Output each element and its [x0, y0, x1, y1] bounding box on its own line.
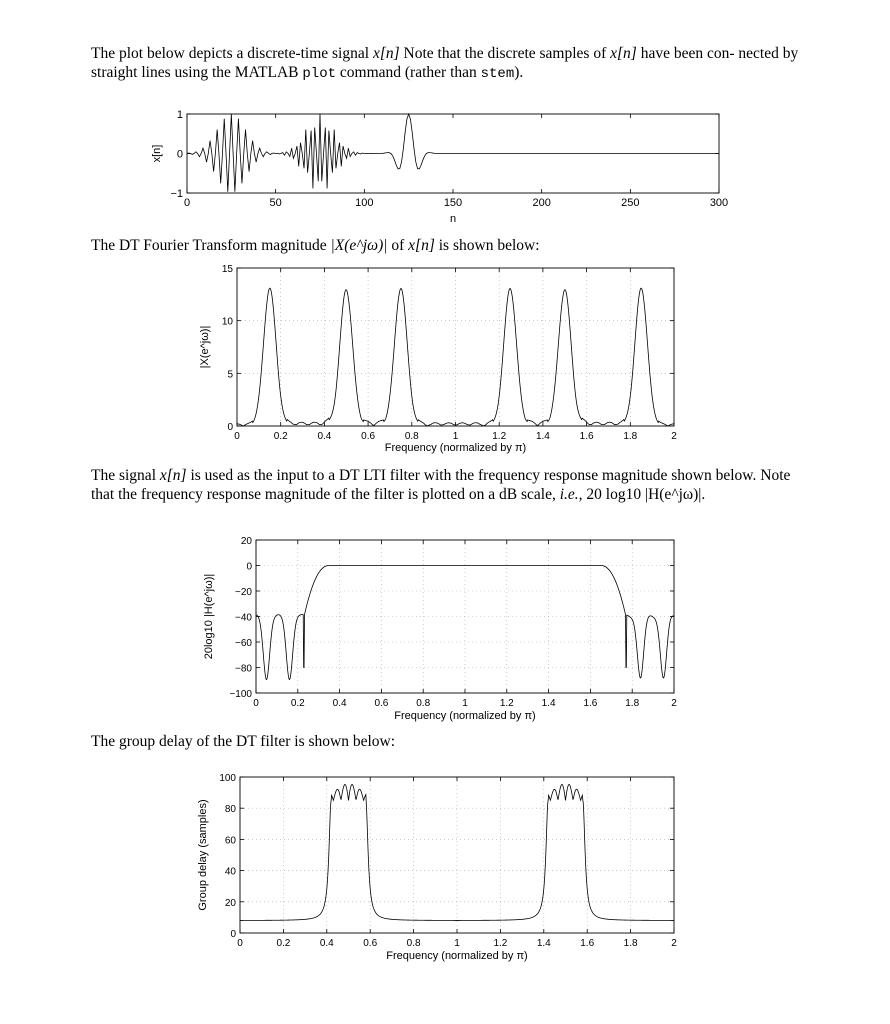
- x-tick-label: 1: [454, 938, 460, 949]
- paragraph-1: [91, 44, 811, 84]
- x-axis-label: Frequency (normalized by π): [394, 710, 536, 722]
- y-axis-label: x[n]: [151, 144, 163, 163]
- p1-plot-cmd: plot: [302, 66, 337, 82]
- x-tick-label: 0.2: [290, 698, 305, 709]
- x-tick-label: 0.8: [404, 431, 419, 442]
- p1-signal-var-2: x[n]: [610, 45, 637, 62]
- dtft-plot: [0, 256, 890, 466]
- paragraph-2: [91, 236, 811, 255]
- y-tick-label: 80: [224, 804, 236, 816]
- paragraph-4: [91, 732, 811, 751]
- x-tick-label: 0.4: [317, 431, 332, 442]
- p1-text-e: command (rather than: [339, 64, 477, 81]
- x-tick-label: 1.2: [493, 938, 508, 949]
- y-tick-label: −80: [235, 663, 252, 675]
- y-axis-label: 20log10 |H(e^jω)|: [203, 573, 215, 660]
- p1-text-c: have been con-: [640, 45, 735, 62]
- y-tick-label: 20: [240, 536, 252, 547]
- x-tick-label: 0: [253, 698, 259, 709]
- y-tick-label: 1: [176, 109, 183, 121]
- signal-trace: [187, 114, 719, 192]
- y-axis-label: Group delay (samples): [197, 799, 209, 911]
- x-tick-label: 0.6: [374, 698, 389, 709]
- x-tick-label: 1.4: [535, 431, 550, 442]
- x-tick-label: 1.2: [499, 698, 514, 709]
- x-tick-label: 1.8: [623, 938, 638, 949]
- paragraph-3: [91, 466, 811, 504]
- x-tick-label: 0.8: [416, 698, 431, 709]
- x-tick-label: 250: [621, 197, 640, 209]
- y-tick-label: 0: [227, 422, 233, 433]
- p2-text-a: The DT Fourier Transform magnitude: [91, 237, 327, 254]
- x-tick-label: 200: [532, 197, 551, 209]
- x-tick-label: 1: [452, 431, 459, 442]
- x-tick-label: 1.6: [580, 938, 595, 949]
- x-tick-label: 0: [234, 431, 240, 442]
- x-tick-label: 300: [709, 197, 729, 209]
- p1-text-d: nected by straight lines using the MATLAB: [91, 45, 799, 81]
- x-tick-label: 0.8: [406, 938, 421, 949]
- signal-plot: [0, 104, 890, 234]
- x-axis-label: Frequency (normalized by π): [386, 950, 528, 962]
- x-tick-label: 1.4: [541, 698, 556, 709]
- group-delay-plot: [0, 766, 890, 976]
- y-tick-label: 20: [224, 897, 236, 909]
- x-tick-label: 1.8: [625, 698, 640, 709]
- x-tick-label: 0.4: [332, 698, 347, 709]
- x-tick-label: 1.8: [623, 431, 638, 442]
- x-tick-label: 150: [443, 197, 463, 209]
- y-axis-label: |X(e^jω)|: [199, 325, 211, 369]
- y-tick-label: 60: [224, 835, 236, 847]
- p3-text-a: The signal: [91, 467, 156, 484]
- filter-magnitude-plot: [0, 526, 890, 736]
- y-tick-label: 15: [221, 264, 233, 275]
- y-tick-label: 5: [227, 369, 233, 381]
- x-tick-label: 0: [183, 197, 191, 209]
- x-tick-label: 1.6: [579, 431, 594, 442]
- y-tick-label: −100: [229, 689, 252, 700]
- x-axis-label: Frequency (normalized by π): [384, 442, 527, 454]
- y-tick-label: 100: [219, 773, 236, 784]
- x-tick-label: 0.2: [276, 938, 291, 949]
- x-tick-label: 2: [671, 938, 677, 949]
- p3-expr: 20 log10 |H(e^jω)|.: [586, 486, 706, 503]
- x-tick-label: 0: [237, 938, 243, 949]
- x-tick-label: 1.4: [536, 938, 551, 949]
- y-tick-label: −1: [170, 188, 183, 200]
- p1-text-b: Note that the discrete samples of: [403, 45, 607, 62]
- p3-text-c: Note that the frequency response magnitude of the filter is plotted on a dB scale,: [91, 467, 791, 503]
- p2-text-c: is shown below:: [438, 237, 540, 254]
- x-tick-label: 100: [355, 197, 374, 209]
- y-tick-label: −20: [235, 587, 252, 598]
- p4-text: The group delay of the DT filter is shown below:: [91, 733, 396, 750]
- x-tick-label: 0.2: [273, 431, 288, 442]
- p1-stem-cmd: stem: [480, 66, 515, 82]
- y-tick-label: 40: [224, 866, 236, 878]
- y-tick-label: −60: [235, 638, 252, 649]
- x-tick-label: 0.6: [361, 431, 376, 442]
- x-tick-label: 2: [671, 698, 677, 709]
- p3-ie: i.e.,: [559, 486, 583, 503]
- p2-expr: |X(e^jω)|: [330, 237, 388, 254]
- p2-signal-var: x[n]: [408, 237, 435, 254]
- p3-text-b: is used as the input to a DT LTI filter with the frequency response magnitude shown below.: [190, 467, 757, 484]
- filter-trace: [256, 566, 674, 680]
- x-tick-label: 2: [671, 431, 677, 442]
- y-tick-label: 0: [246, 561, 252, 573]
- x-tick-label: 1.2: [492, 431, 507, 442]
- p1-signal-var-1: x[n]: [372, 45, 400, 62]
- x-tick-label: 0.4: [319, 938, 334, 949]
- x-tick-label: 50: [269, 197, 282, 209]
- p1-text-a: The plot below depicts a discrete-time signal: [91, 45, 370, 62]
- y-tick-label: 0: [230, 929, 236, 940]
- x-tick-label: 0.6: [363, 938, 378, 949]
- y-tick-label: −40: [235, 612, 252, 624]
- y-tick-label: 10: [221, 316, 233, 328]
- x-tick-label: 1.6: [583, 698, 598, 709]
- p1-text-f: ).: [514, 64, 524, 81]
- x-tick-label: 1: [462, 698, 468, 709]
- p2-text-b: of: [391, 237, 405, 254]
- group-delay-trace: [240, 784, 674, 920]
- y-tick-label: 0: [176, 148, 183, 161]
- p3-signal-var: x[n]: [159, 467, 187, 484]
- plot-frame: [237, 268, 674, 426]
- x-axis-label: n: [449, 213, 457, 225]
